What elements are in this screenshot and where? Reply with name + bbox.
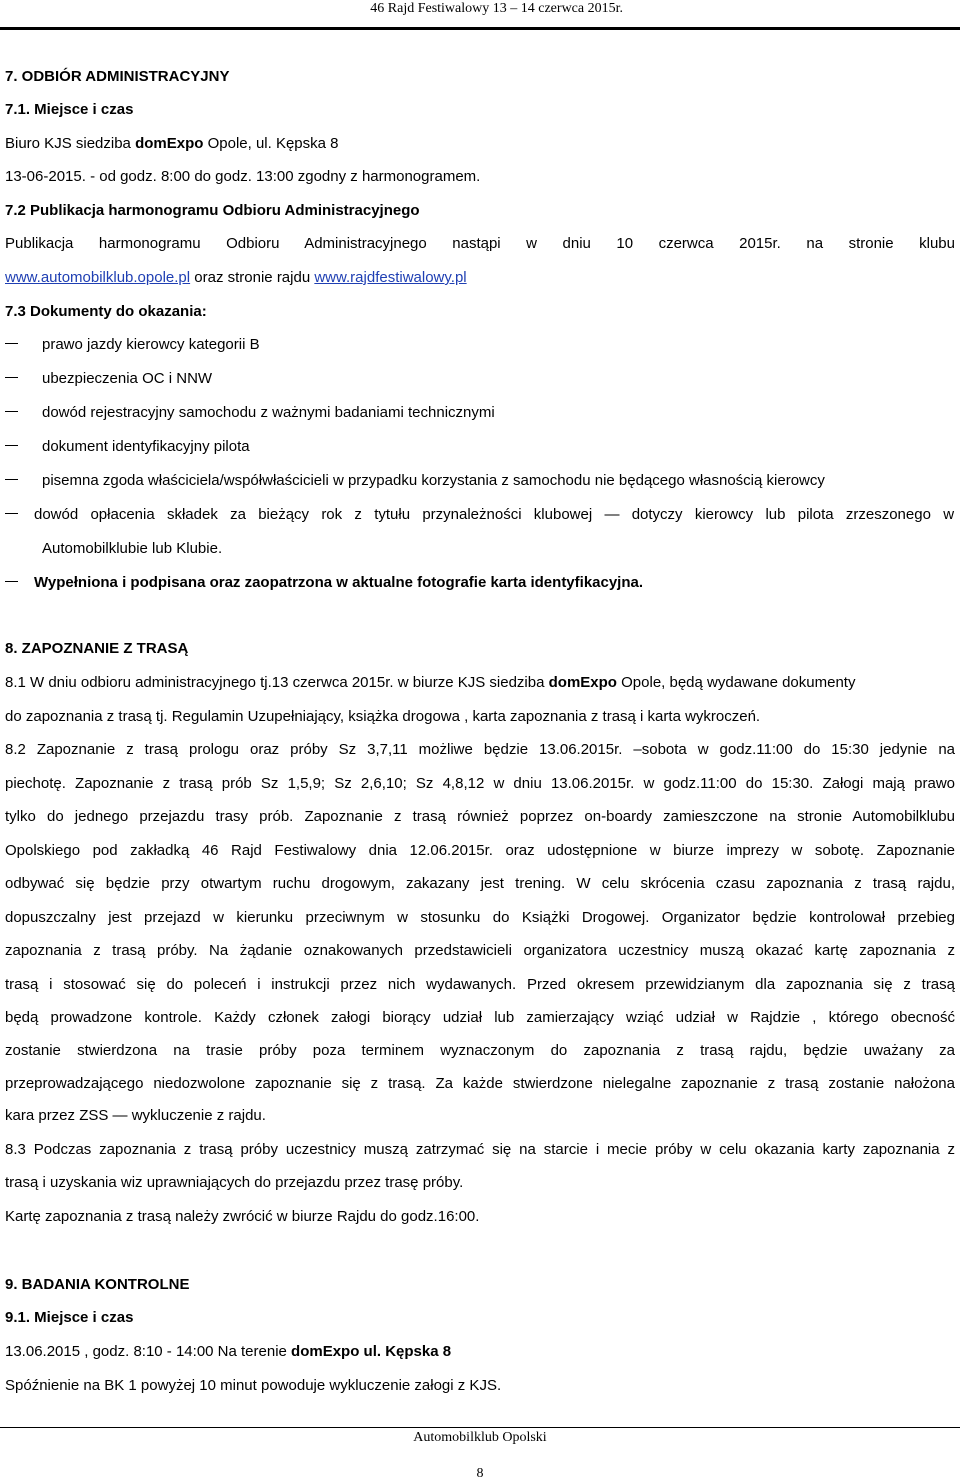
section-7-heading: 7. ODBIÓR ADMINISTRACYJNY xyxy=(5,68,230,85)
doc-item-membership xyxy=(34,505,954,525)
membership-word: pilota xyxy=(797,506,834,523)
membership-word: w xyxy=(943,506,955,523)
s8-2-line: tylko do jednego przejazdu trasy prób. Zapoznanie z trasą również poprzez on-boardy zamieszczone na stronie Automobilklubu xyxy=(5,808,955,825)
section-7-1-heading: 7.1. Miejsce i czas xyxy=(5,101,134,118)
membership-word: opłacenia xyxy=(90,506,155,523)
list-bullet xyxy=(5,479,18,480)
publication-word: Odbioru xyxy=(226,235,280,252)
rajd-link[interactable]: www.rajdfestiwalowy.pl xyxy=(314,269,467,286)
membership-word: lub xyxy=(765,506,786,523)
membership-word: rok xyxy=(321,506,343,523)
list-bullet xyxy=(5,513,18,514)
publication-word: na xyxy=(806,235,824,252)
s8-2-line: trasą i stosować się do poleceń i instrukcji przez nich wydawanych. Przed okresem przewidzianym dla zapoznania się z trasą xyxy=(5,976,955,993)
s8-3-line1: 8.3 Podczas zapoznania z trasą próby uczestnicy muszą zatrzymać się na starcie i mecie próby w celu okazania karty zapoznania z xyxy=(5,1141,955,1158)
membership-word: bieżący xyxy=(258,506,310,523)
office-location xyxy=(5,134,339,154)
membership-word: klubowej xyxy=(533,506,593,523)
time-to: do godz. 13:00 zgodny z harmonogramem. xyxy=(190,168,481,185)
s8-1-line2: do zapoznania z trasą tj. Regulamin Uzupełniający, książka drogowa , karta zapoznania z trasą i karta wykroczeń. xyxy=(5,708,761,725)
doc-item: dowód rejestracyjny samochodu z ważnymi badaniami technicznymi xyxy=(42,404,495,421)
doc-item: pisemna zgoda właściciela/współwłaścicieli w przypadku korzystania z samochodu nie będącego własnością kierowcy xyxy=(42,472,825,489)
publication-links xyxy=(5,268,467,288)
s8-card-return: Kartę zapoznania z trasą należy zwrócić w biurze Rajdu do godz.16:00. xyxy=(5,1208,480,1225)
publication-word: stronie xyxy=(848,235,894,252)
office-time xyxy=(5,167,480,187)
s8-2-line: dopuszczalny jest przejazd w kierunku przeciwnym w stosunku do Książki Drogowej. Organizator będzie kontrolował przebieg xyxy=(5,909,955,926)
automobilklub-link[interactable]: www.automobilklub.opole.pl xyxy=(5,269,191,286)
publication-word: 10 xyxy=(616,235,634,252)
office-address: Opole, ul. Kępska 8 xyxy=(203,135,339,152)
section-9-1-heading: 9.1. Miejsce i czas xyxy=(5,1309,134,1326)
section-7-3-heading: 7.3 Dokumenty do okazania: xyxy=(5,303,207,320)
s9-lateness-rule: Spóźnienie na BK 1 powyżej 10 minut powoduje wykluczenie załogi z KJS. xyxy=(5,1377,502,1394)
s9-venue: domExpo ul. Kępska 8 xyxy=(291,1343,452,1360)
section-9-heading: 9. BADANIA KONTROLNE xyxy=(5,1276,190,1293)
publication-word: Administracyjnego xyxy=(304,235,427,252)
membership-word: przynależności xyxy=(422,506,522,523)
list-bullet xyxy=(5,411,18,412)
s8-1-text-end: Opole, będą wydawane dokumenty xyxy=(616,674,856,691)
doc-item: dokument identyfikacyjny pilota xyxy=(42,438,250,455)
header-divider xyxy=(0,27,960,30)
s8-2-line: piechotę. Zapoznanie z trasą prób Sz 1,5,9; Sz 2,6,10; Sz 4,8,12 w dniu 13.06.2015r. w godz.11:00 do 15:30. Załogi mają prawo xyxy=(5,775,955,792)
doc-item-id-card: Wypełniona i podpisana oraz zaopatrzona w aktualne fotografie karta identyfikacyjna. xyxy=(34,574,644,591)
publication-word: klubu xyxy=(919,235,955,252)
s8-1-venue: domExpo xyxy=(548,674,617,691)
membership-word: kierowcy xyxy=(694,506,754,523)
membership-word: składek xyxy=(166,506,218,523)
list-bullet xyxy=(5,377,18,378)
list-bullet xyxy=(5,343,18,344)
publication-line xyxy=(5,234,955,254)
doc-item: prawo jazdy kierowcy kategorii B xyxy=(42,336,260,353)
footer-divider xyxy=(0,1427,960,1428)
membership-word: z xyxy=(354,506,362,523)
page-number: 8 xyxy=(476,1466,484,1481)
office-text: Biuro KJS siedziba xyxy=(5,135,136,152)
s8-2-line: odbywać się będzie przy otwartym ruchu drogowym, zakazany jest trening. W celu skrócenia czasu zapoznania z trasą rajdu, xyxy=(5,875,955,892)
s8-2-line: 8.2 Zapoznanie z trasą prologu oraz próby Sz 3,7,11 możliwe będzie 13.06.2015r. –sobota w godz.11:00 do 15:30 jedynie na xyxy=(5,741,955,758)
publication-word: harmonogramu xyxy=(98,235,201,252)
time-date: 13-06-2015. - xyxy=(5,168,100,185)
publication-word: czerwca xyxy=(658,235,714,252)
s9-time-place xyxy=(5,1342,451,1362)
s8-1-line1 xyxy=(5,673,855,693)
office-venue: domExpo xyxy=(135,135,204,152)
links-connector: oraz stronie rajdu xyxy=(190,269,315,286)
membership-word: zrzeszonego xyxy=(845,506,931,523)
time-from: od godz. 8:00 xyxy=(99,168,191,185)
membership-word: za xyxy=(230,506,246,523)
page-header-title: 46 Rajd Festiwalowy 13 – 14 czerwca 2015r. xyxy=(370,1,623,16)
list-bullet xyxy=(5,581,18,582)
s8-2-last-line: kara przez ZSS — wykluczenie z rajdu. xyxy=(5,1107,266,1124)
footer-org: Automobilklub Opolski xyxy=(413,1430,547,1445)
publication-word: 2015r. xyxy=(739,235,781,252)
list-bullet xyxy=(5,445,18,446)
s8-3-line2: trasą i uzyskania wiz uprawniających do przejazdu przez trasę próby. xyxy=(5,1174,464,1191)
doc-item: ubezpieczenia OC i NNW xyxy=(42,370,213,387)
section-8-heading: 8. ZAPOZNANIE Z TRASĄ xyxy=(5,640,189,657)
publication-word: dniu xyxy=(562,235,591,252)
doc-item-membership-cont: Automobilklubie lub Klubie. xyxy=(42,540,223,557)
s8-2-line: Opolskiego pod zakładką 46 Rajd Festiwalowy dnia 12.06.2015r. oraz udostępnione w biurze imprezy w sobotę. Zapoznanie xyxy=(5,842,955,859)
s8-1-text: 8.1 W dniu odbioru administracyjnego tj.13 czerwca 2015r. w biurze KJS siedziba xyxy=(5,674,549,691)
membership-word: — xyxy=(604,506,620,523)
membership-word: tytułu xyxy=(374,506,411,523)
s8-2-line: będą prowadzone kontrole. Każdy członek załogi biorący udział lub zamierzający wziąć udział w Rajdzie , którego obecność xyxy=(5,1009,955,1026)
publication-word: nastąpi xyxy=(452,235,501,252)
s9-time: 13.06.2015 , godz. 8:10 - 14:00 Na terenie xyxy=(5,1343,292,1360)
s8-2-line: zostanie stwierdzona na trasie próby poza terminem wyznaczonym do zapoznania z trasą rajdu, będzie uważany za xyxy=(5,1042,955,1059)
s8-2-line: zapoznania z trasą próby. Na żądanie oznakowanych przedstawicieli organizatora uczestnicy muszą okazać kartę zapoznania z xyxy=(5,942,955,959)
s8-2-line: przeprowadzającego niedozwolone zapoznanie się z trasą. Za każde stwierdzone nielegalne zapoznanie z trasą zostanie nałożona xyxy=(5,1075,955,1092)
publication-word: Publikacja xyxy=(5,235,74,252)
membership-word: dotyczy xyxy=(631,506,683,523)
publication-word: w xyxy=(526,235,537,252)
section-7-2-heading: 7.2 Publikacja harmonogramu Odbioru Administracyjnego xyxy=(5,202,420,219)
membership-word: dowód xyxy=(34,506,79,523)
